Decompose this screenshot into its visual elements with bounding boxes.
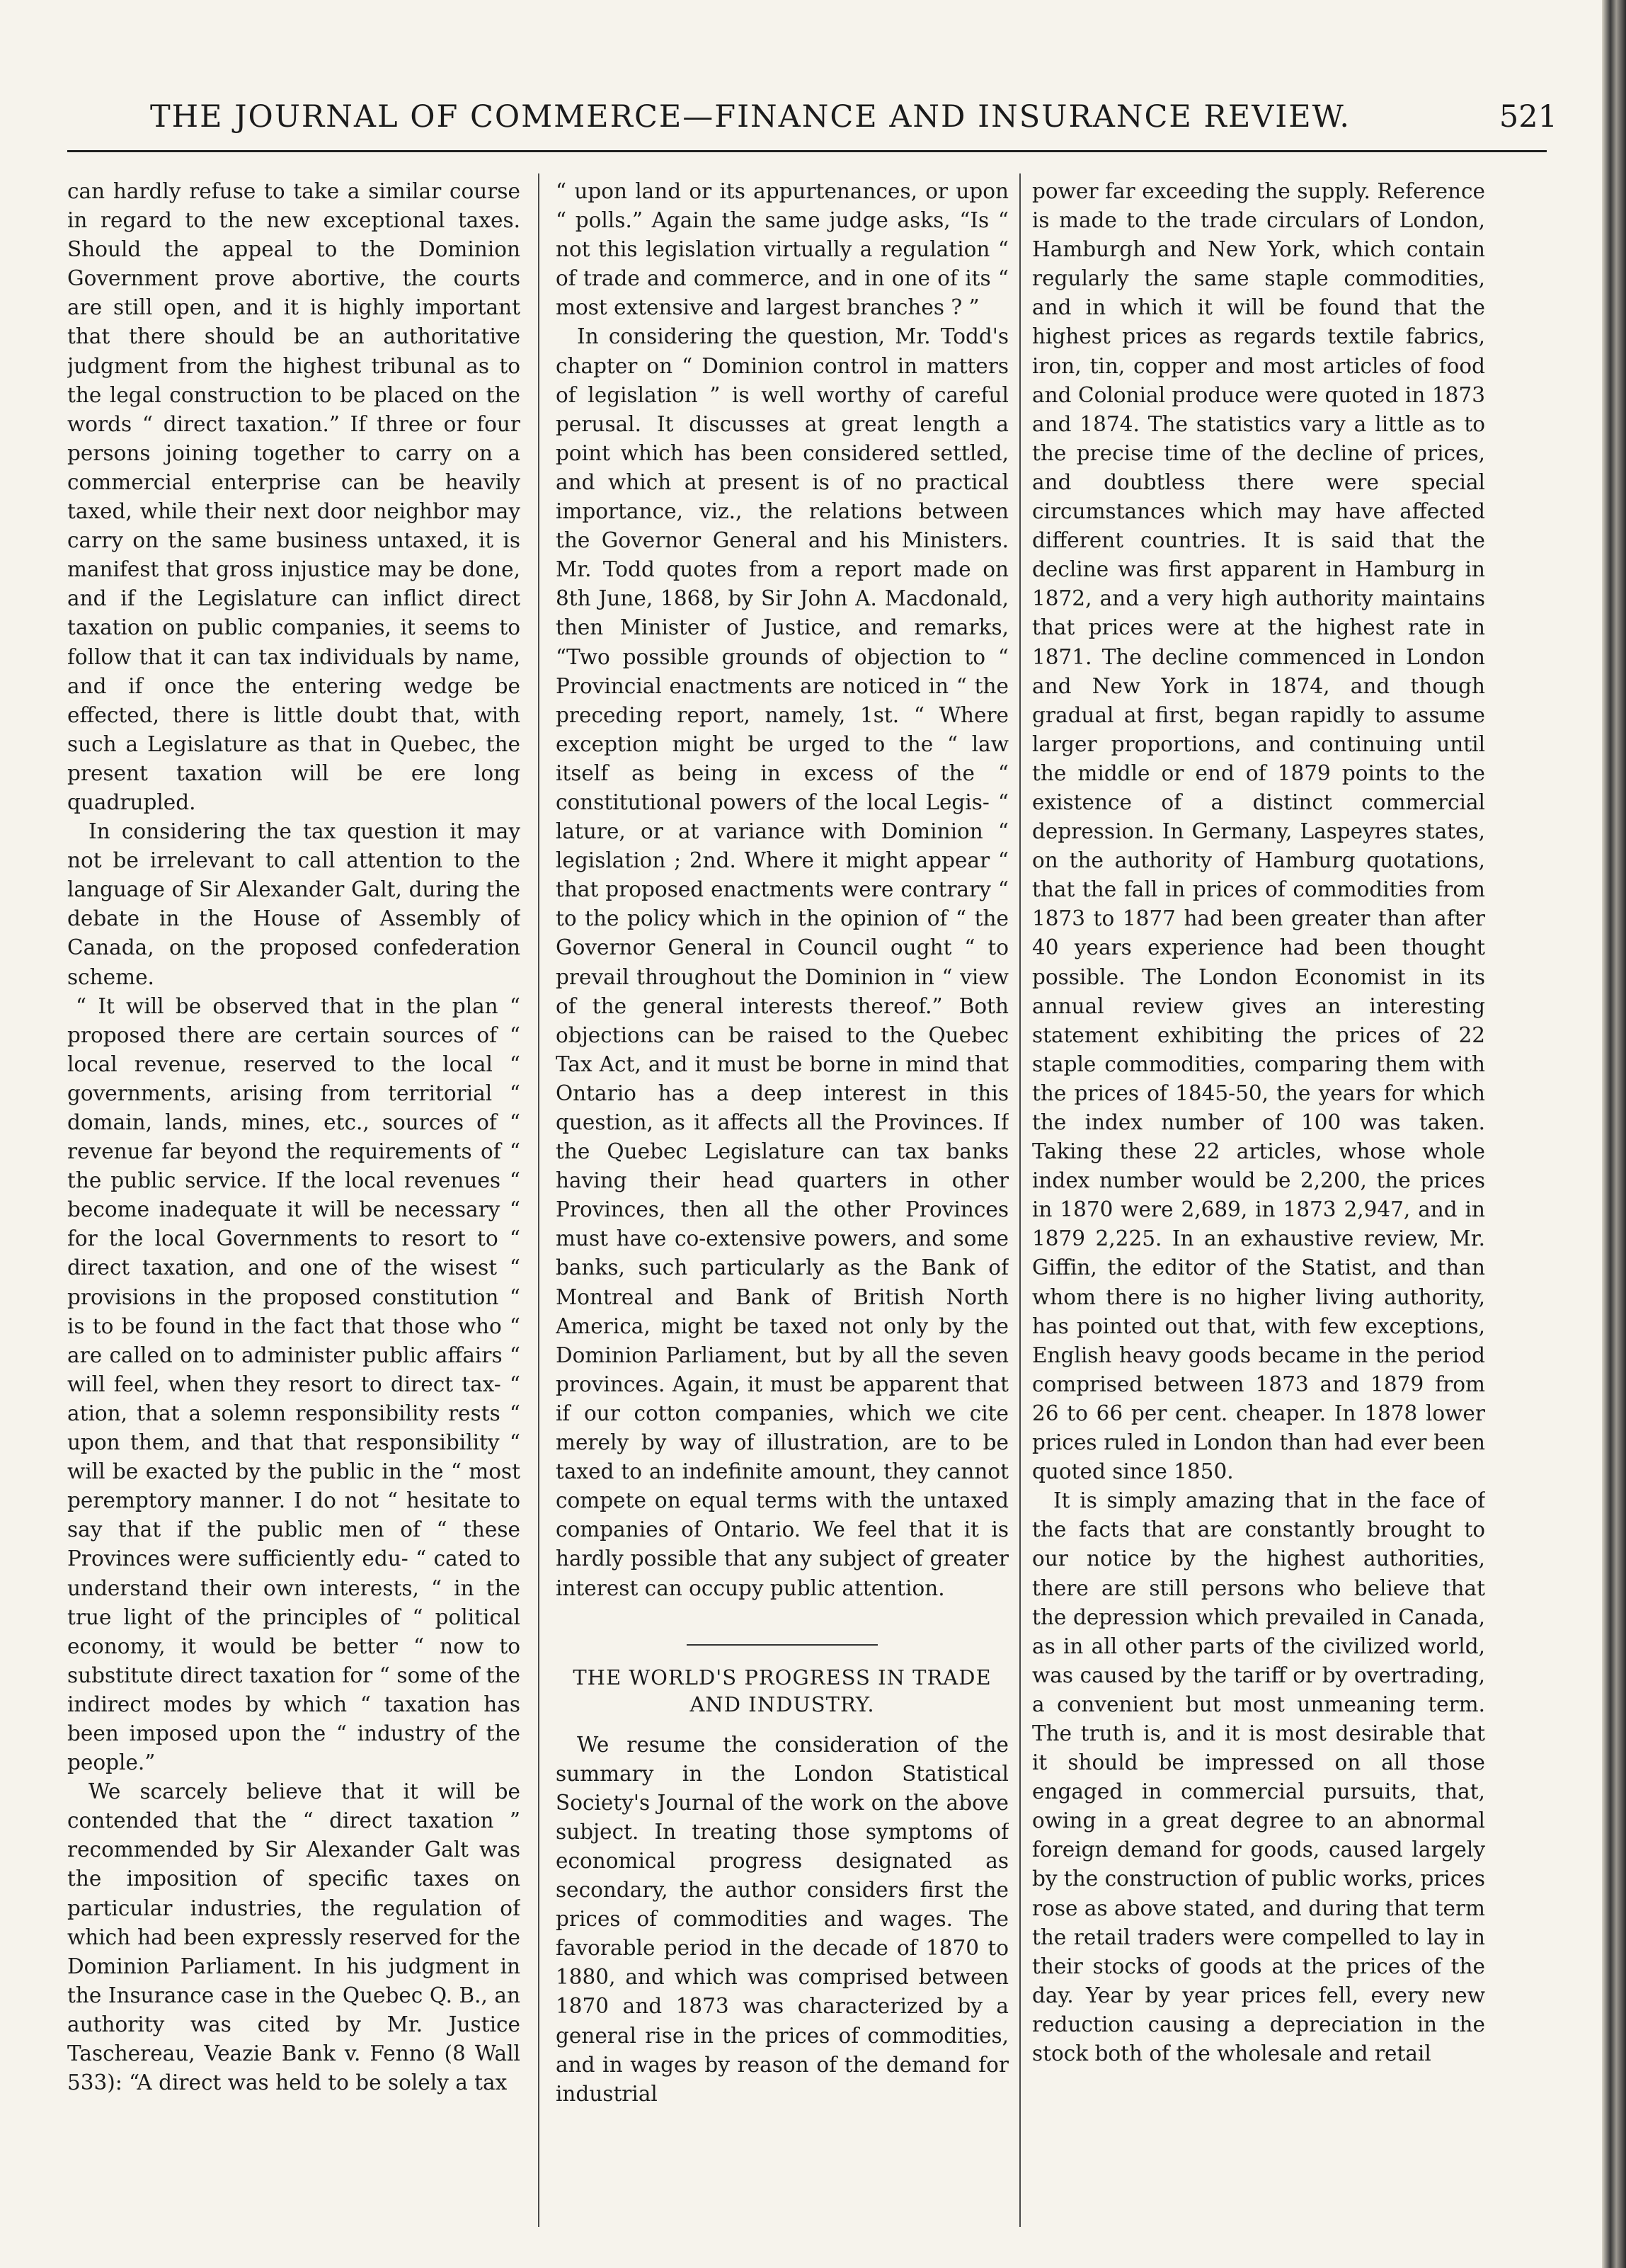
- column-3: [1032, 177, 1485, 2230]
- page-edge-shadow: [1602, 0, 1626, 2268]
- paragraph: We resume the consideration of the summary in the London Statistical Society's Journal of the work on the above subject. In treating those symptoms of economical progress designated as secondary, the author considers first the prices of commodities and wages. The favorable period in the decade of 1870 to 1880, and which was comprised between 1870 and 1873 was characterized by a general rise in the prices of commodities, and in wages by reason of the demand for industrial: [556, 1732, 1009, 2106]
- running-title: THE JOURNAL OF COMMERCE—FINANCE AND INSURANCE REVIEW.: [149, 99, 1351, 135]
- column-2: [556, 177, 1009, 2230]
- column-divider: [1019, 173, 1021, 2227]
- quotation-paragraph: “ It will be observed that in the plan “ proposed there are certain sources of “ local revenue, reserved to the local “ governments, arising from territorial “ domain, lands, mines, etc., sources of “ revenue far beyond the requirements of “ the public service. If the local revenues “ become inadequate it will be necessary “ for the local Governments to resort to “ direct taxation, and one of the wisest “ provisions in the proposed constitution “ is to be found in the fact that those who “ are called on to administer public affairs “ will feel, when they resort to direct tax- “ ation, that a solemn responsibility rests “ upon them, and that that responsibility “ will be exacted by the public in the “ most peremptory manner. I do not “ hesitate to say that if the public men of “ these Provinces were sufficiently edu- “ cated to understand their own interests, “ in the true light of the principles of “ political economy, it would be better “ now to substitute direct taxation for “ some of the indirect modes by which “ taxation has been imposed upon the “ industry of the people.”: [67, 993, 520, 1775]
- paragraph: In considering the question, Mr. Todd's chapter on “ Dominion control in matters of legislation ” is well worthy of careful perusal. It discusses at great length a point which has been considered settled, and which at present is of no practical importance, viz., the relations between the Governor General and his Ministers. Mr. Todd quotes from a report made on 8th June, 1868, by Sir John A. Macdonald, then Minister of Justice, and remarks, “Two possible grounds of objection to “ Provincial enactments are noticed in “ the preceding report, namely, 1st. “ Where exception might be urged to the “ law itself as being in excess of the “ constitutional powers of the local Legis- “ lature, or at variance with Dominion “ legislation ; 2nd. Where it might appear “ that proposed enactments were contrary “ to the policy which in the opinion of “ the Governor General in Council ought “ to prevail throughout the Dominion in “ view of the general interests thereof.” Both objections can be raised to the Quebec Tax Act, and it must be borne in mind that Ontario has a deep interest in this question, as it affects all the Provinces. If the Quebec Legislature can tax banks having their head quarters in other Provinces, then all the other Provinces must have co-extensive powers, and some banks, such particularly as the Bank of Montreal and Bank of British North America, might be taxed not only by the Dominion Parliament, but by all the seven provinces. Again, it must be apparent that if our cotton companies, which we cite merely by way of illustration, are to be taxed to an indefinite amount, they cannot compete on equal terms with the untaxed companies of Ontario. We feel that it is hardly possible that any subject of greater interest can occupy public attention.: [556, 324, 1009, 1600]
- paragraph: can hardly refuse to take a similar course in regard to the new exceptional taxes. Should the appeal to the Dominion Government prove abortive, the courts are still open, and it is highly important that there should be an authoritative judgment from the highest tribunal as to the legal construction to be placed on the words “ direct taxation.” If three or four persons joining together to carry on a commercial enterprise can be heavily taxed, while their next door neighbor may carry on the same business untaxed, it is manifest that gross injustice may be done, and if the Legislature can inflict direct taxation on public companies, it seems to follow that it can tax individuals by name, and if once the entering wedge be effected, there is little doubt that, with such a Legislature as that in Quebec, the present taxation will be ere long quadrupled.: [67, 179, 520, 814]
- paragraph: “ upon land or its appurtenances, or upon “ polls.” Again the same judge asks, “Is “ not this legislation virtually a regulation “ of trade and commerce, and in one of its “ most extensive and largest branches ? ”: [556, 179, 1009, 320]
- page-number: 521: [1499, 99, 1557, 135]
- paragraph: In considering the tax question it may not be irrelevant to call attention to the language of Sir Alexander Galt, during the debate in the House of Assembly of Canada, on the proposed confederation scheme.: [67, 819, 520, 989]
- paragraph: power far exceeding the supply. Reference is made to the trade circulars of London, Hamburgh and New York, which contain regularly the same staple commodities, and in which it will be found that the highest prices as regards textile fabrics, iron, tin, copper and most articles of food and Colonial produce were quoted in 1873 and 1874. The statistics vary a little as to the precise time of the decline of prices, and doubtless there were special circumstances which may have affected different countries. It is said that the decline was first apparent in Hamburg in 1872, and a very high authority maintains that prices were at the highest rate in 1871. The decline commenced in London and New York in 1874, and though gradual at first, began rapidly to assume larger proportions, and continuing until the middle or end of 1879 points to the existence of a distinct commercial depression. In Germany, Laspeyres states, on the authority of Hamburg quotations, that the fall in prices of commodities from 1873 to 1877 had been greater than after 40 years experience had been thought possible. The London Economist in its annual review gives an interesting statement exhibiting the prices of 22 staple commodities, comparing them with the prices of 1845-50, the years for which the index number of 100 was taken. Taking these 22 articles, whose whole index number would be 2,200, the prices in 1870 were 2,689, in 1873 2,947, and in 1879 2,225. In an exhaustive review, Mr. Giffin, the editor of the Statist, and than whom there is no higher living authority, has pointed out that, with few exceptions, English heavy goods became in the period comprised between 1873 and 1879 from 26 to 66 per cent. cheaper. In 1878 lower prices ruled in London than had ever been quoted since 1850.: [1032, 179, 1485, 1484]
- column-1: [67, 177, 520, 2230]
- section-rule: [687, 1644, 878, 1646]
- paragraph: We scarcely believe that it will be contended that the “ direct taxation ” recommended by Sir Alexander Galt was the imposition of specific taxes on particular industries, the regulation of which had been expressly reserved for the Dominion Parliament. In his judgment in the Insurance case in the Quebec Q. B., an authority was cited by Mr. Justice Taschereau, Veazie Bank v. Fenno (8 Wall 533): “A direct was held to be solely a tax: [67, 1779, 520, 2095]
- header-rule: [67, 150, 1547, 152]
- section-heading: THE WORLD'S PROGRESS IN TRADE AND INDUSTRY.: [573, 1665, 992, 1716]
- paragraph: It is simply amazing that in the face of the facts that are constantly brought to our notice by the highest authorities, there are still persons who believe that the depression which prevailed in Canada, as in all other parts of the civilized world, was caused by the tariff or by overtrading, a convenient but most unmeaning term. The truth is, and it is most desirable that it should be impressed on all those engaged in commercial pursuits, that, owing in a great degree to an abnormal foreign demand for goods, caused largely by the construction of public works, prices rose as above stated, and during that term the retail traders were compelled to lay in their stocks of goods at the prices of the day. Year by year prices fell, every new reduction causing a depreciation in the stock both of the wholesale and retail: [1032, 1488, 1485, 2065]
- column-divider: [538, 173, 539, 2227]
- page-header: [42, 99, 1579, 149]
